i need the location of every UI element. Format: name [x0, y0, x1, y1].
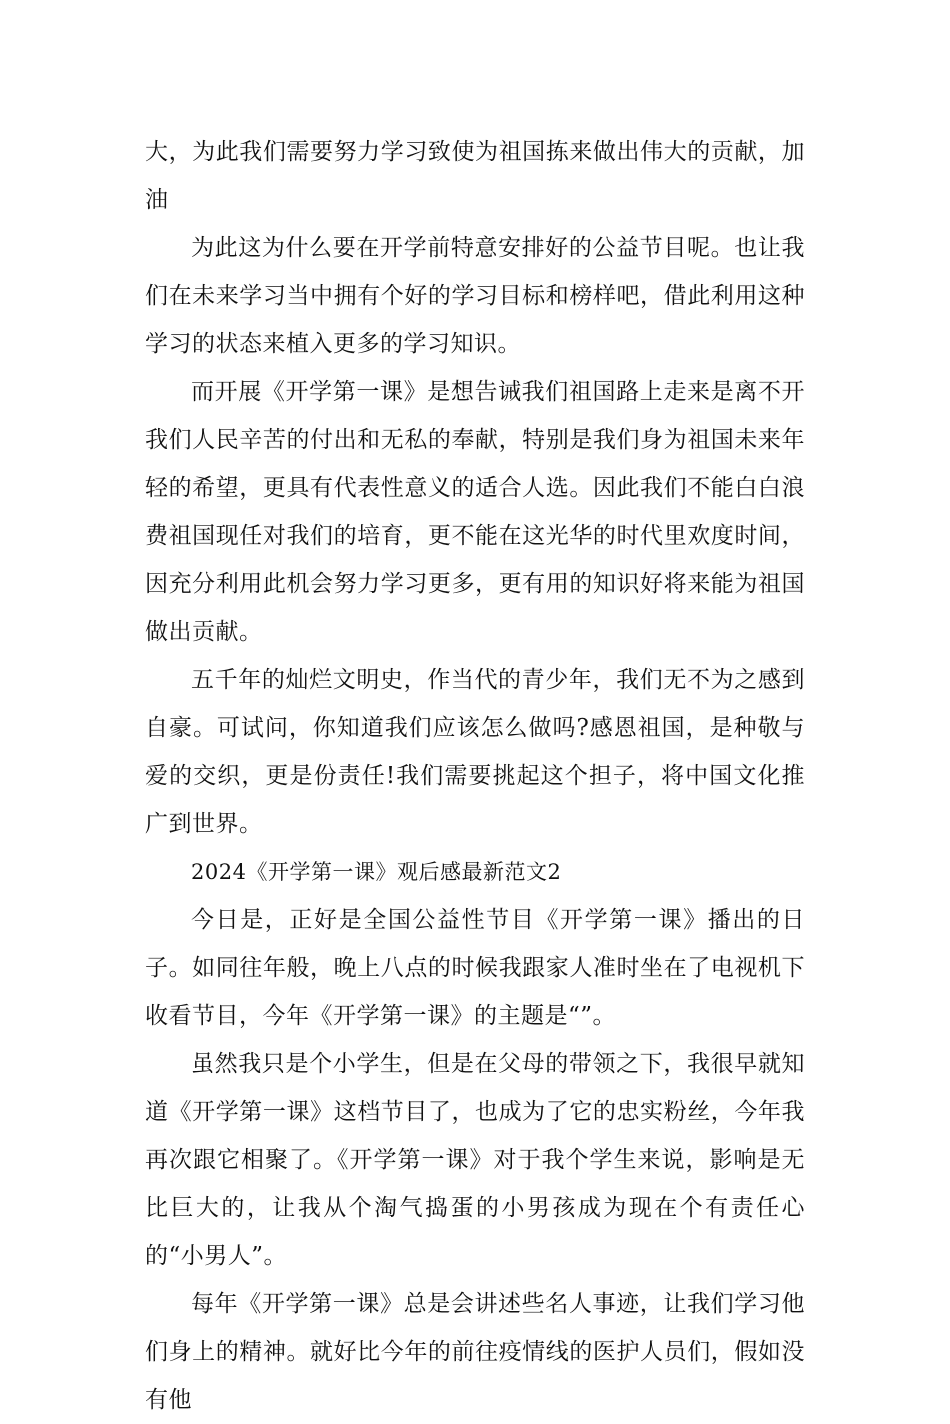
paragraph: 虽然我只是个小学生，但是在父母的带领之下，我很早就知道《开学第一课》这档节目了，也成为了它的忠实粉丝，今年我再次跟它相聚了。《开学第一课》对于我个学生来说，影响是无比巨大的，让我从个淘气捣蛋的小男孩成为现在个有责任心的“小男人”。: [145, 1051, 805, 1269]
paragraph: 为此这为什么要在开学前特意安排好的公益节目呢。也让我们在未来学习当中拥有个好的学习目标和榜样吧，借此利用这种学习的状态来植入更多的学习知识。: [145, 235, 805, 357]
paragraph: 每年《开学第一课》总是会讲述些名人事迹，让我们学习他们身上的精神。就好比今年的前往疫情线的医护人员们，假如没有他: [145, 1291, 805, 1413]
paragraph: 五千年的灿烂文明史，作当代的青少年，我们无不为之感到自豪。可试问，你知道我们应该怎么做吗?感恩祖国，是种敬与爱的交织，更是份责任!我们需要挑起这个担子，将中国文化推广到世界。: [145, 667, 805, 837]
paragraph: 今日是，正好是全国公益性节目《开学第一课》播出的日子。如同往年般，晚上八点的时候我跟家人准时坐在了电视机下收看节目，今年《开学第一课》的主题是“”。: [145, 907, 805, 1029]
section-heading: 2024《开学第一课》观后感最新范文2: [191, 860, 562, 884]
paragraph-continued: 大，为此我们需要努力学习致使为祖国拣来做出伟大的贡献，加油: [145, 139, 805, 213]
document-body: [145, 128, 805, 1424]
paragraph: 而开展《开学第一课》是想告诫我们祖国路上走来是离不开我们人民辛苦的付出和无私的奉献，特别是我们身为祖国未来年轻的希望，更具有代表性意义的适合人选。因此我们不能白白浪费祖国现任对我们的培育，更不能在这光华的时代里欢度时间，因充分利用此机会努力学习更多，更有用的知识好将来能为祖国做出贡献。: [145, 379, 805, 645]
